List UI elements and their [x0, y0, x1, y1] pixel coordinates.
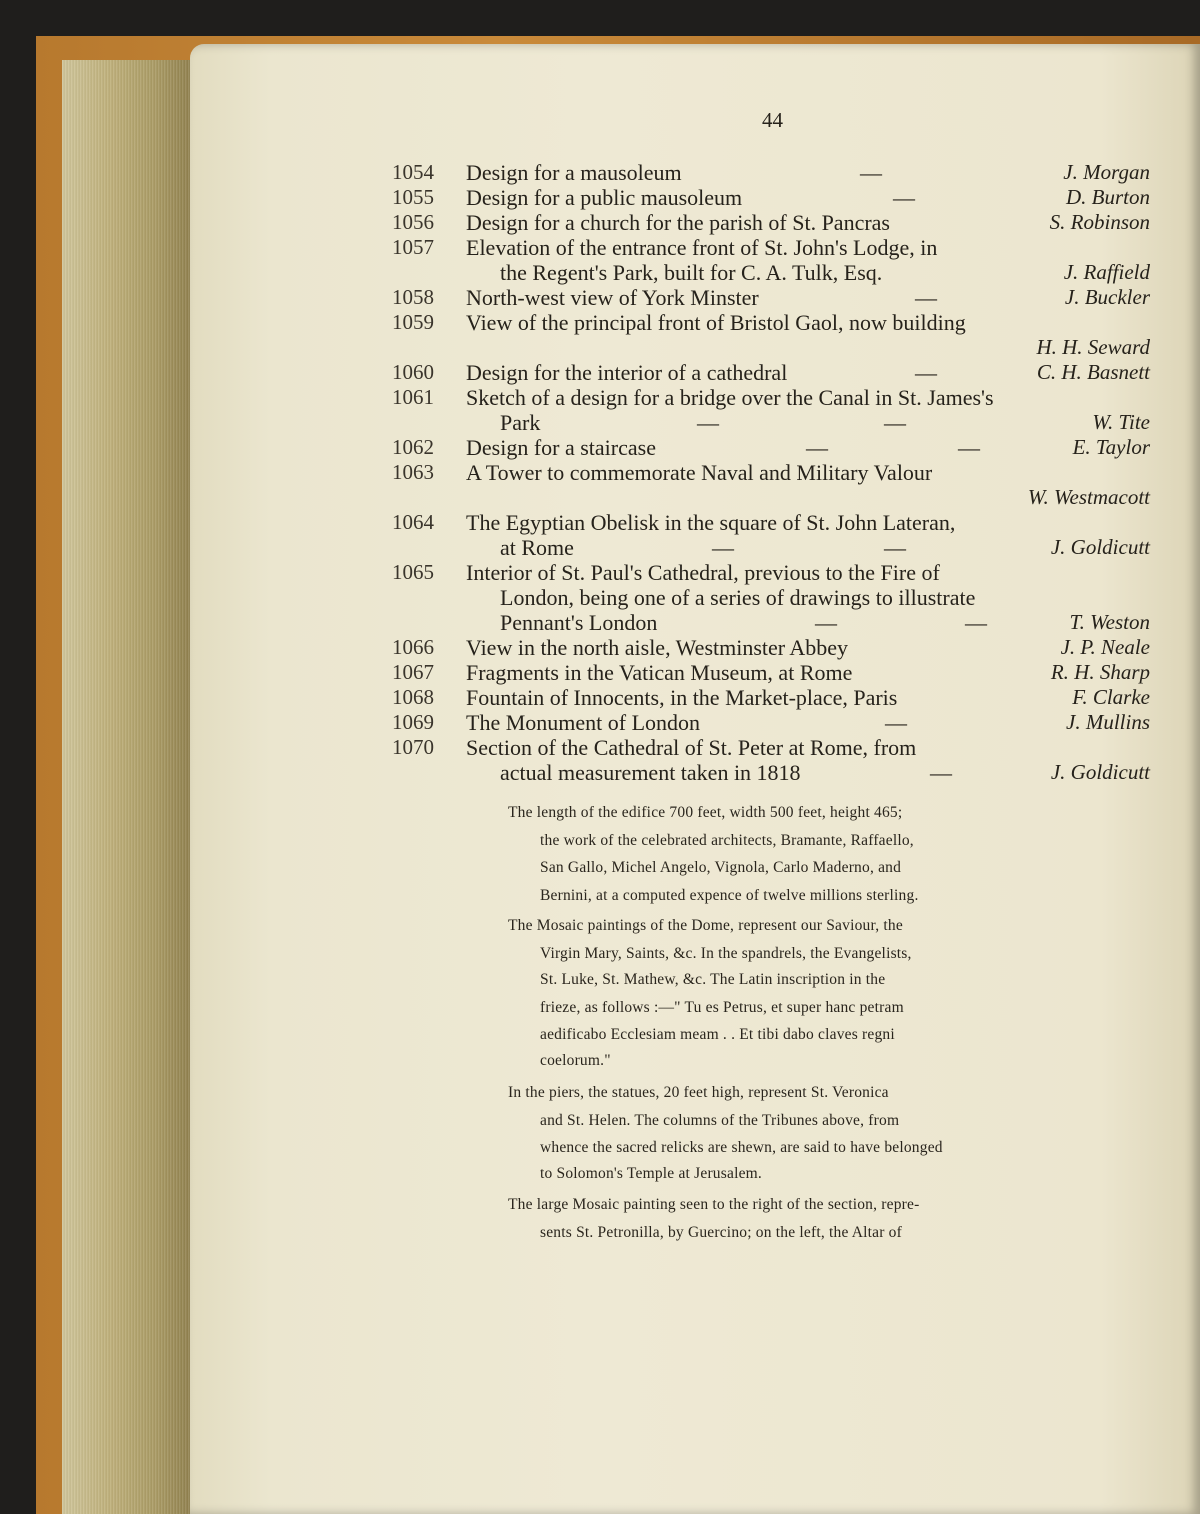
leader-dash: —: [915, 360, 937, 385]
entry-number: 1057: [392, 235, 434, 259]
leader-dash: —: [893, 185, 915, 210]
entry-title-line: Section of the Cathedral of St. Peter at Rome, from: [466, 735, 917, 760]
entry-title-line: The Monument of London: [466, 710, 701, 735]
entry-number: 1065: [392, 560, 434, 584]
leader-dash: —: [884, 535, 906, 560]
leader-dash: —: [885, 710, 907, 735]
note-line: and St. Helen. The columns of the Tribunes above, from: [540, 1112, 900, 1129]
leader-dash: —: [697, 410, 719, 435]
note-line: frieze, as follows :—" Tu es Petrus, et super hanc petram: [540, 999, 904, 1016]
note-line: the work of the celebrated architects, Bramante, Raffaello,: [540, 832, 914, 849]
artist-name: D. Burton: [1066, 185, 1150, 209]
note-line: San Gallo, Michel Angelo, Vignola, Carlo Maderno, and: [540, 859, 902, 876]
artist-name: J. Raffield: [1063, 260, 1150, 284]
artist-name: J. Goldicutt: [1050, 535, 1150, 559]
leader-dash: —: [965, 610, 987, 635]
entry-title-line: Fragments in the Vatican Museum, at Rome: [466, 660, 853, 685]
entry-title-line: Fountain of Innocents, in the Market-place, Paris: [466, 685, 898, 710]
note-line: aedificabo Ecclesiam meam . . Et tibi dabo claves regni: [540, 1026, 895, 1043]
note-line: In the piers, the statues, 20 feet high, represent St. Veronica: [508, 1084, 889, 1101]
note-line: coelorum.": [540, 1052, 611, 1069]
artist-name: T. Weston: [1069, 610, 1150, 634]
entry-number: 1060: [392, 360, 434, 384]
entry-number: 1066: [392, 635, 434, 659]
entry-title-line: at Rome: [500, 535, 574, 560]
entry-title-line: North-west view of York Minster: [466, 285, 759, 310]
entry-title-line: View of the principal front of Bristol Gaol, now building: [466, 310, 966, 335]
entry-title-line: Design for the interior of a cathedral: [466, 360, 788, 385]
entry-title-line: Design for a mausoleum: [466, 160, 682, 185]
entry-title-line: Design for a staircase: [466, 435, 656, 460]
entry-number: 1061: [392, 385, 434, 409]
entry-number: 1064: [392, 510, 434, 534]
artist-name: J. Mullins: [1066, 710, 1150, 734]
leader-dash: —: [915, 285, 937, 310]
entry-title-line: The Egyptian Obelisk in the square of St. John Lateran,: [466, 510, 956, 535]
entry-number: 1069: [392, 710, 434, 734]
artist-name: E. Taylor: [1072, 435, 1150, 459]
note-line: St. Luke, St. Mathew, &c. The Latin inscription in the: [540, 971, 886, 988]
entry-number: 1056: [392, 210, 434, 234]
artist-name: J. Goldicutt: [1050, 760, 1150, 784]
note-line: The length of the edifice 700 feet, width 500 feet, height 465;: [508, 804, 903, 821]
entry-title-line: actual measurement taken in 1818: [500, 760, 801, 785]
leader-dash: —: [958, 435, 980, 460]
note-line: Virgin Mary, Saints, &c. In the spandrels, the Evangelists,: [540, 945, 912, 962]
artist-name: J. P. Neale: [1060, 635, 1150, 659]
entry-number: 1059: [392, 310, 434, 334]
note-line: The Mosaic paintings of the Dome, represent our Saviour, the: [508, 917, 903, 934]
entry-title-line: the Regent's Park, built for C. A. Tulk, Esq.: [500, 260, 883, 285]
entry-title-line: Pennant's London: [500, 610, 658, 635]
entry-number: 1070: [392, 735, 434, 759]
entry-number: 1063: [392, 460, 434, 484]
leader-dash: —: [860, 160, 882, 185]
leader-dash: —: [930, 760, 952, 785]
artist-name: W. Tite: [1092, 410, 1150, 434]
entry-title-line: Design for a church for the parish of St. Pancras: [466, 210, 890, 235]
page-number: 44: [762, 108, 783, 132]
entry-title-line: View in the north aisle, Westminster Abbey: [466, 635, 849, 660]
entry-number: 1067: [392, 660, 434, 684]
artist-name: J. Morgan: [1063, 160, 1150, 184]
entry-number: 1068: [392, 685, 434, 709]
note-line: whence the sacred relicks are shewn, are said to have belonged: [540, 1139, 943, 1156]
entry-number: 1055: [392, 185, 434, 209]
entry-number: 1062: [392, 435, 434, 459]
note-line: to Solomon's Temple at Jerusalem.: [540, 1165, 762, 1182]
leader-dash: —: [815, 610, 837, 635]
entry-title-line: London, being one of a series of drawings to illustrate: [500, 585, 976, 610]
entry-title-line: Sketch of a design for a bridge over the Canal in St. James's: [466, 385, 994, 410]
entry-title-line: A Tower to commemorate Naval and Military Valour: [466, 460, 933, 485]
artist-name: R. H. Sharp: [1050, 660, 1150, 684]
leader-dash: —: [884, 410, 906, 435]
artist-name: S. Robinson: [1049, 210, 1150, 234]
note-line: sents St. Petronilla, by Guercino; on the left, the Altar of: [540, 1224, 902, 1241]
leader-dash: —: [712, 535, 734, 560]
entry-title-line: Park: [500, 410, 541, 435]
entry-title-line: Elevation of the entrance front of St. John's Lodge, in: [466, 235, 938, 260]
artist-name: J. Buckler: [1064, 285, 1150, 309]
artist-name: W. Westmacott: [1027, 485, 1150, 509]
entry-title-line: Interior of St. Paul's Cathedral, previous to the Fire of: [466, 560, 940, 585]
entry-title-line: Design for a public mausoleum: [466, 185, 743, 210]
artist-name: C. H. Basnett: [1036, 360, 1150, 384]
note-line: Bernini, at a computed expence of twelve millions sterling.: [540, 887, 919, 904]
leader-dash: —: [806, 435, 828, 460]
artist-name: F. Clarke: [1072, 685, 1150, 709]
entry-number: 1054: [392, 160, 434, 184]
artist-name: H. H. Seward: [1036, 335, 1150, 359]
note-line: The large Mosaic painting seen to the right of the section, repre-: [508, 1196, 920, 1213]
entry-number: 1058: [392, 285, 434, 309]
